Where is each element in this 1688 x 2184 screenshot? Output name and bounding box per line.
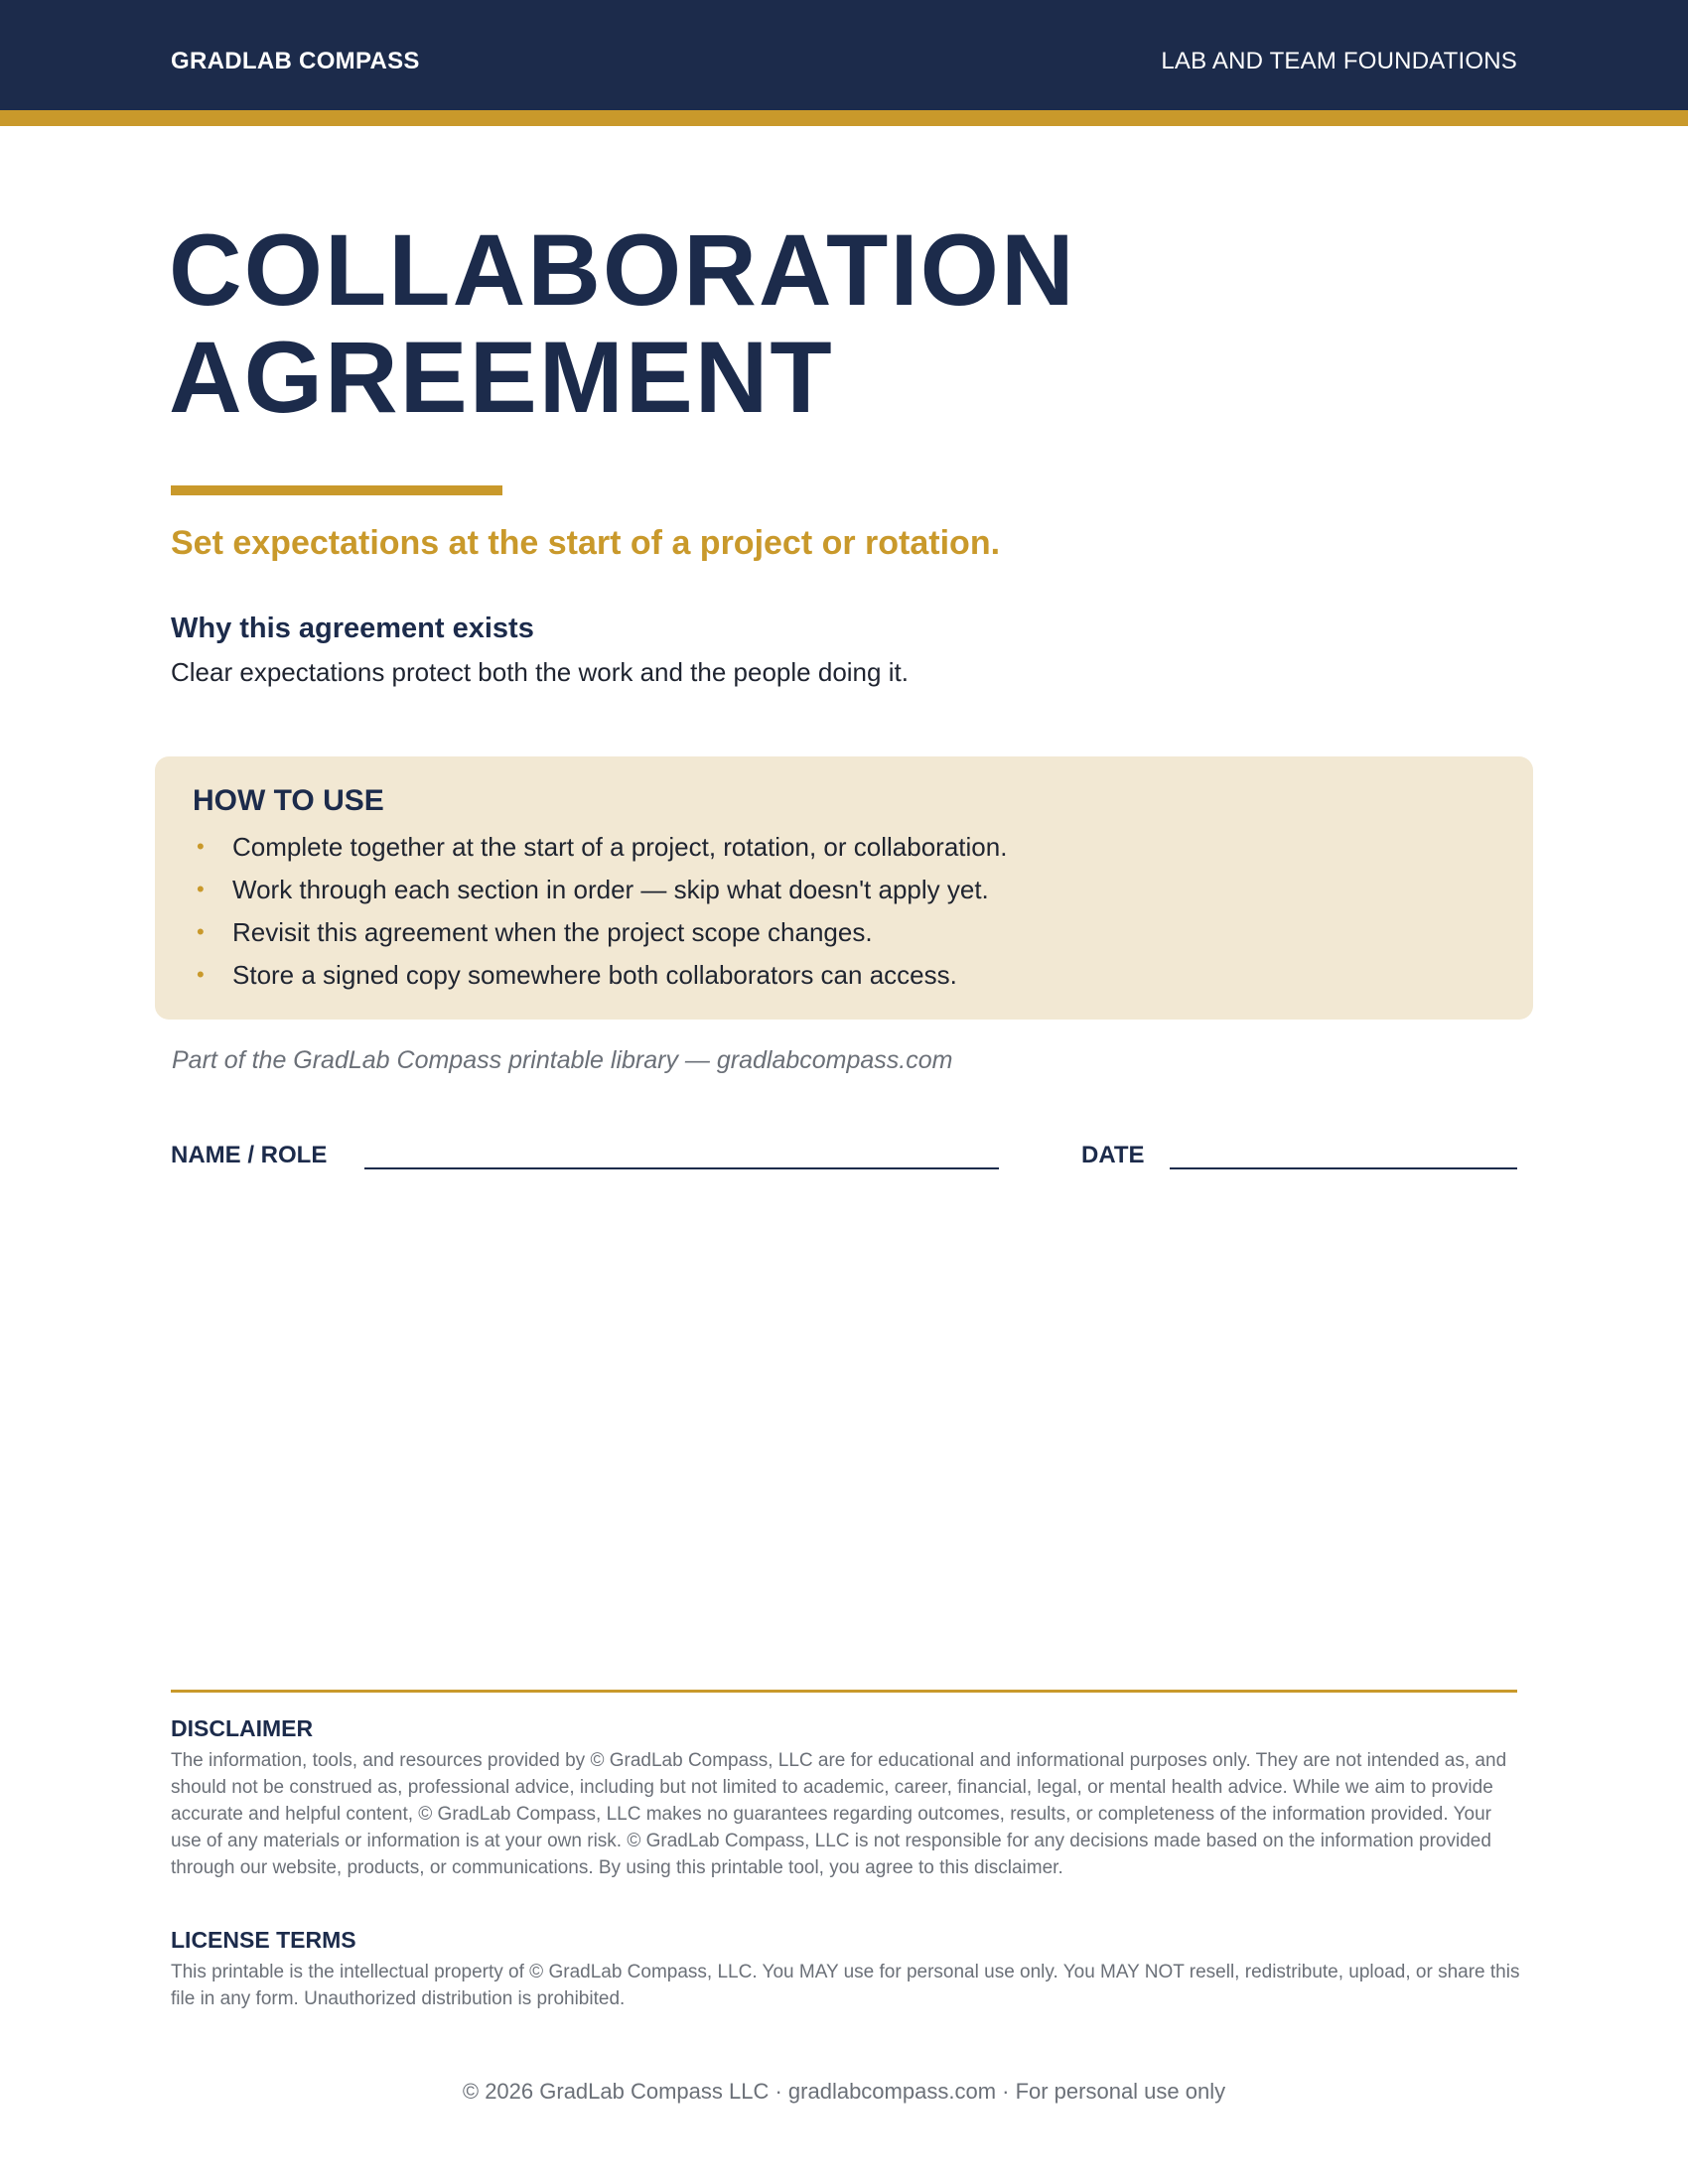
- how-to-use-heading: HOW TO USE: [193, 784, 384, 817]
- list-item: [193, 875, 1007, 917]
- bullet-icon: •: [197, 877, 205, 901]
- date-field[interactable]: [1170, 1167, 1517, 1169]
- bullet-icon: •: [197, 834, 205, 859]
- disclaimer-text: The information, tools, and resources provided by © GradLab Compass, LLC are for educational and informational purposes only. They are not intended as, and should not be construed as, professional advice, including but not limited to academic, career, financial, legal, or mental health advice. While we aim to provide accurate and helpful content, © GradLab Compass, LLC makes no guarantees regarding outcomes, results, or completeness of the information provided. Your use of any materials or information is at your own risk. © GradLab Compass, LLC is not responsible for any decisions made based on the information provided through our website, products, or communications. By using this printable tool, you agree to this disclaimer.: [171, 1750, 1507, 1878]
- date-label: DATE: [1081, 1142, 1145, 1168]
- name-role-label: NAME / ROLE: [171, 1142, 328, 1168]
- copyright-footer: © 2026 GradLab Compass LLC · gradlabcompass.com · For personal use only: [462, 2079, 1226, 2104]
- brand-name: GRADLAB COMPASS: [171, 48, 420, 74]
- license-heading: LICENSE TERMS: [171, 1927, 356, 1953]
- page-title-line-1: COLLABORATION: [169, 213, 1076, 327]
- license-text: This printable is the intellectual property of © GradLab Compass, LLC. You MAY use for personal use only. You MAY NOT resell, redistribute, upload, or share this file in any form. Unauthorized distribution is prohibited.: [171, 1962, 1520, 2009]
- header-accent-stripe: [0, 110, 1688, 126]
- list-item-text: Store a signed copy somewhere both collaborators can access.: [232, 960, 957, 990]
- why-heading: Why this agreement exists: [171, 613, 534, 644]
- list-item-text: Complete together at the start of a project, rotation, or collaboration.: [232, 832, 1008, 862]
- list-item: [193, 917, 1007, 960]
- list-item: [193, 832, 1007, 875]
- title-underline: [171, 485, 502, 495]
- why-text: Clear expectations protect both the work and the people doing it.: [171, 657, 909, 687]
- header-bar: [0, 0, 1688, 110]
- footer-divider: [171, 1690, 1517, 1693]
- disclaimer-heading: DISCLAIMER: [171, 1715, 314, 1741]
- series-name: LAB AND TEAM FOUNDATIONS: [1161, 48, 1517, 74]
- list-item-text: Work through each section in order — skip what doesn't apply yet.: [232, 875, 989, 904]
- page-title-line-2: AGREEMENT: [169, 321, 834, 434]
- list-item-text: Revisit this agreement when the project scope changes.: [232, 917, 873, 947]
- page-title: [169, 213, 1076, 434]
- tagline: Set expectations at the start of a project or rotation.: [171, 524, 1001, 562]
- name-role-field[interactable]: [364, 1167, 999, 1169]
- how-to-use-list: [193, 832, 1007, 1003]
- list-item: [193, 960, 1007, 1003]
- bullet-icon: •: [197, 919, 205, 944]
- how-to-use-callout: [155, 756, 1533, 1020]
- library-note: Part of the GradLab Compass printable library — gradlabcompass.com: [172, 1046, 953, 1074]
- bullet-icon: •: [197, 962, 205, 987]
